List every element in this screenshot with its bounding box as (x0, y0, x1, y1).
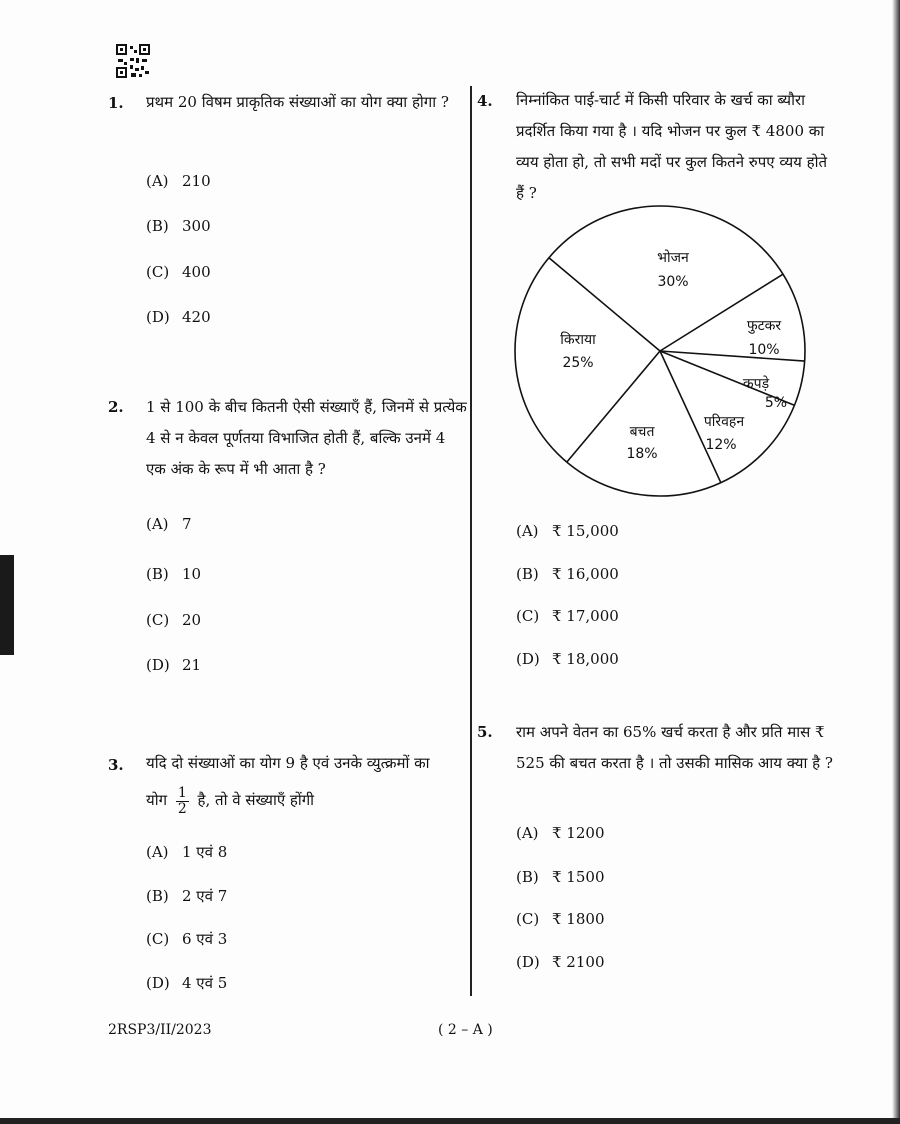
paper-code: 2RSP3/II/2023 (108, 1022, 212, 1038)
pie-label-bachat: बचत (629, 424, 655, 440)
pie-pct-kapde: 5% (764, 395, 788, 411)
question-3-text-pre: योग (146, 791, 168, 809)
question-2-number: 2. (108, 398, 124, 416)
question-3-text-line-1: यदि दो संख्याओं का योग 9 है एवं उनके व्युत्क्रमों का (146, 754, 430, 772)
question-3-number: 3. (108, 756, 124, 774)
question-3-option-b[interactable]: (B) 2 एवं 7 (146, 887, 228, 905)
pie-pct-bachat: 18% (626, 446, 658, 462)
question-1-option-b[interactable]: (B) 300 (146, 217, 211, 235)
question-1-option-c[interactable]: (C) 400 (146, 263, 211, 281)
question-5-text: राम अपने वेतन का 65% खर्च करता है और प्रति मास ₹ 525 की बचत करता है । तो उसकी मासिक आय क्या है ? (516, 723, 833, 772)
fraction-denominator: 2 (177, 800, 187, 817)
pie-pct-bhojan: 30% (657, 274, 689, 290)
fraction-numerator: 1 (177, 784, 187, 801)
question-5-option-a[interactable]: (A) ₹ 1200 (516, 824, 605, 842)
question-4-option-d[interactable]: (D) ₹ 18,000 (516, 650, 619, 668)
pie-label-futkar: फुटकर (746, 318, 782, 334)
pie-pct-kiraya: 25% (562, 355, 594, 371)
question-1-option-d[interactable]: (D) 420 (146, 308, 211, 326)
question-4-option-c[interactable]: (C) ₹ 17,000 (516, 607, 619, 625)
question-3-option-a[interactable]: (A) 1 एवं 8 (146, 843, 228, 861)
question-3-text-post: है, तो वे संख्याएँ होंगी (197, 791, 315, 809)
question-3-text-line-2 (146, 782, 468, 818)
pie-label-kapde: कपड़े (742, 376, 770, 392)
question-4-number: 4. (477, 92, 493, 110)
question-5-option-b[interactable]: (B) ₹ 1500 (516, 868, 605, 886)
question-2-option-d[interactable]: (D) 21 (146, 656, 202, 674)
scan-edge-bottom (0, 1118, 900, 1124)
question-5-option-c[interactable]: (C) ₹ 1800 (516, 910, 605, 928)
pie-label-kiraya: किराया (560, 332, 596, 348)
question-3-option-c[interactable]: (C) 6 एवं 3 (146, 930, 228, 948)
fraction (176, 786, 189, 817)
question-1-option-a[interactable]: (A) 210 (146, 172, 211, 190)
pie-label-parivahan: परिवहन (703, 414, 745, 430)
question-1-text: प्रथम 20 विषम प्राकृतिक संख्याओं का योग क्या होगा ? (146, 93, 449, 111)
question-4-text: निम्नांकित पाई-चार्ट में किसी परिवार के खर्च का ब्यौरा प्रदर्शित किया गया है । यदि भोजन पर कुल ₹ 4800 का व्यय होता हो, तो सभी मदों पर कुल कितने रुपए व्यय होते हैं ? (516, 91, 828, 202)
scan-edge-left (0, 555, 14, 655)
question-4-option-a[interactable]: (A) ₹ 15,000 (516, 522, 619, 540)
question-3-option-d[interactable]: (D) 4 एवं 5 (146, 974, 228, 992)
question-5-number: 5. (477, 723, 493, 741)
page-number: ( 2 – A ) (438, 1022, 493, 1038)
scan-edge-right (892, 0, 900, 1124)
question-2-text: 1 से 100 के बीच कितनी ऐसी संख्याएँ हैं, जिनमें से प्रत्येक 4 से न केवल पूर्णतया विभाजित होती हैं, बल्कि उनमें 4 एक अंक के रूप में भी आता है ? (146, 398, 467, 478)
pie-chart (510, 200, 820, 500)
qr-code-icon (116, 44, 150, 78)
question-5-option-d[interactable]: (D) ₹ 2100 (516, 953, 605, 971)
pie-pct-futkar: 10% (748, 342, 780, 358)
pie-label-bhojan: भोजन (657, 250, 689, 266)
question-2-option-a[interactable]: (A) 7 (146, 515, 192, 533)
question-2-option-b[interactable]: (B) 10 (146, 565, 202, 583)
pie-pct-parivahan: 12% (705, 437, 737, 453)
question-4-option-b[interactable]: (B) ₹ 16,000 (516, 565, 619, 583)
question-2-option-c[interactable]: (C) 20 (146, 611, 202, 629)
column-divider (470, 86, 472, 996)
question-1-number: 1. (108, 94, 124, 112)
